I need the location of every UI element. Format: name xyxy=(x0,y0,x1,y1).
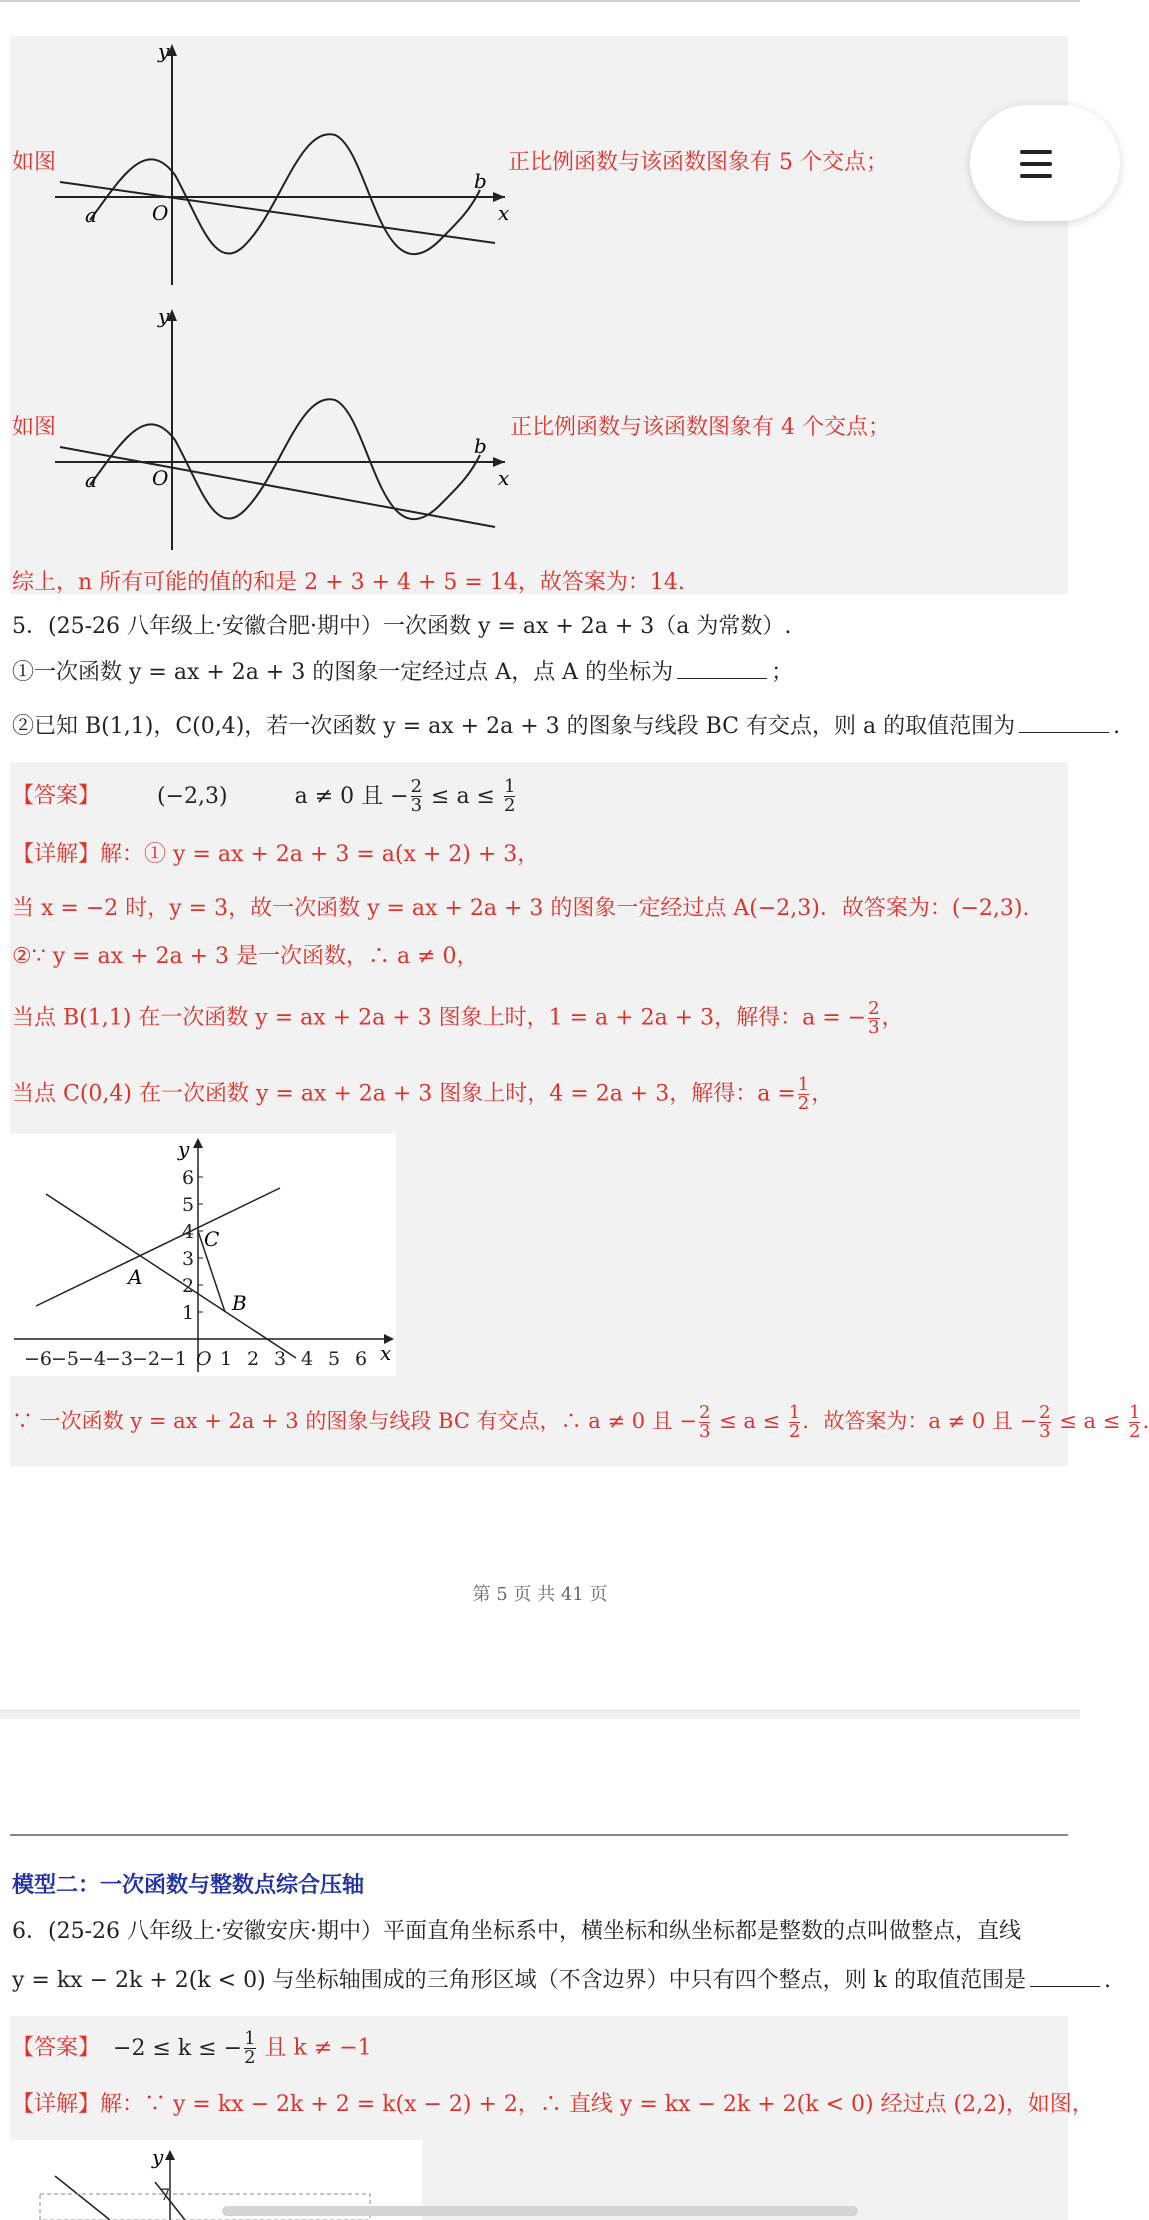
frac-num: 2 xyxy=(410,776,423,797)
graph3-label-A: A xyxy=(128,1265,143,1289)
graph3-y-tick: 4 xyxy=(182,1221,195,1243)
graph3-x-tick: 5 xyxy=(328,1348,341,1370)
q6-answer-post: 且 k ≠ −1 xyxy=(257,2035,372,2061)
q6-blank xyxy=(1030,1986,1100,1987)
q5-conclusion-mid3: ≤ a ≤ xyxy=(1052,1409,1128,1433)
q5-conclusion-mid1: ≤ a ≤ xyxy=(712,1409,787,1433)
q5-part1-blank xyxy=(677,678,767,679)
summary-line: 综上，n 所有可能的值的和是 2 + 3 + 4 + 5 = 14，故答案为：14. xyxy=(12,570,685,595)
graph3-label-C: C xyxy=(204,1227,220,1251)
figure1-a-label: a xyxy=(85,203,97,227)
graph3-x-tick: −3 xyxy=(105,1348,134,1370)
q5-detail-line5-frac xyxy=(798,1076,809,1113)
q5-part2-blank xyxy=(1019,732,1109,733)
q5-conclusion-frac1 xyxy=(699,1404,710,1441)
q5-detail-line5 xyxy=(12,1076,833,1113)
frac-num: 2 xyxy=(699,1402,711,1423)
q5-answer2-pre: a ≠ 0 且 − xyxy=(294,783,409,809)
page-footer: 第 5 页 共 41 页 xyxy=(472,1584,608,1605)
q5-detail-line4-end: ， xyxy=(881,1005,904,1031)
graph3-y-label: y xyxy=(178,1137,190,1161)
figure1-y-label: y xyxy=(158,39,170,63)
graph3-label-B: B xyxy=(232,1291,247,1315)
frac-num: 1 xyxy=(797,1074,810,1095)
frac-den: 2 xyxy=(788,1421,801,1442)
frac-den: 3 xyxy=(699,1421,711,1442)
figure2-graph xyxy=(50,305,520,555)
q5-detail-line5-end: ， xyxy=(811,1081,834,1107)
q5-conclusion-mid2: ．故答案为：a ≠ 0 且 − xyxy=(802,1409,1038,1433)
q6-detail xyxy=(12,2090,1094,2120)
q6-line2 xyxy=(12,1966,1111,1996)
q5-conclusion-frac2 xyxy=(789,1404,800,1441)
q6-answer-pre: −2 ≤ k ≤ − xyxy=(113,2035,243,2061)
frac-num: 2 xyxy=(1039,1402,1051,1423)
q5-answer-row xyxy=(12,778,517,815)
q5-part2 xyxy=(12,712,1120,742)
q5-detail-line4-pre: 当点 B(1,1) 在一次函数 y = ax + 2a + 3 图象上时，1 = a + 2a + 3，解得：a = − xyxy=(12,1005,867,1031)
graph4-y-label: y xyxy=(152,2145,164,2169)
frac-den: 2 xyxy=(797,1093,810,1114)
graph3-x-tick: −5 xyxy=(51,1348,80,1370)
graph4-tick-7: 7 xyxy=(160,2185,171,2204)
figure2-a-label: a xyxy=(85,468,97,492)
q5-part1-end: ； xyxy=(771,660,794,685)
graph3-x-label: x xyxy=(380,1341,392,1365)
graph3-x-tick: 1 xyxy=(220,1348,233,1370)
q5-part2-end: . xyxy=(1113,714,1121,739)
q5-answer1: (−2,3) xyxy=(157,783,228,809)
graph3-y-tick: 1 xyxy=(182,1302,195,1324)
figure2-left-label: 如图 xyxy=(12,415,57,440)
graph3-x-tick: 4 xyxy=(301,1348,314,1370)
graph3-x-tick: 6 xyxy=(355,1348,368,1370)
q5-stem: 5．(25-26 八年级上·安徽合肥·期中）一次函数 y = ax + 2a + 3（a 为常数）. xyxy=(12,614,792,639)
frac-den: 3 xyxy=(868,1017,880,1038)
frac-den: 2 xyxy=(504,795,516,816)
section-divider xyxy=(10,1834,1068,1836)
q6-detail-text: 解：∵ y = kx − 2k + 2 = k(x − 2) + 2，∴ 直线 y = kx − 2k + 2(k < 0) 经过点 (2,2)，如图， xyxy=(100,2092,1094,2117)
q5-detail-line2: 当 x = −2 时，y = 3，故一次函数 y = ax + 2a + 3 的图象一定经过点 A(−2,3)．故答案为：(−2,3). xyxy=(12,896,1030,921)
model2-title: 模型二：一次函数与整数点综合压轴 xyxy=(12,1872,365,1898)
graph3-x-tick: 2 xyxy=(247,1348,260,1370)
q5-detail-line5-pre: 当点 C(0,4) 在一次函数 y = ax + 2a + 3 图象上时，4 = 2a + 3，解得：a = xyxy=(12,1081,796,1107)
menu-button[interactable] xyxy=(970,105,1120,221)
frac-den: 2 xyxy=(244,2047,256,2068)
q5-conclusion-frac3 xyxy=(1039,1404,1050,1441)
q5-part1 xyxy=(12,658,793,688)
frac-den: 3 xyxy=(1039,1421,1051,1442)
q6-line2-end: . xyxy=(1103,1968,1111,1993)
figure1-b-label: b xyxy=(474,169,487,193)
q5-answer-tag: 【答案】 xyxy=(12,783,101,809)
figure2-y-label: y xyxy=(158,304,170,328)
graph3-y-tick: 3 xyxy=(182,1248,195,1270)
frac-num: 1 xyxy=(788,1402,801,1423)
q5-answer2-frac1 xyxy=(411,778,422,815)
frac-den: 3 xyxy=(410,795,423,816)
q5-conclusion xyxy=(12,1404,1149,1441)
graph3-x-tick: −2 xyxy=(132,1348,161,1370)
frac-den: 2 xyxy=(1129,1421,1141,1442)
q5-detail-line4-frac xyxy=(868,1000,879,1037)
q5-part2-text: ②已知 B(1,1)，C(0,4)，若一次函数 y = ax + 2a + 3 的图象与线段 BC 有交点，则 a 的取值范围为 xyxy=(12,714,1016,739)
q5-conclusion-frac4 xyxy=(1129,1404,1140,1441)
q6-line1: 6．(25-26 八年级上·安徽安庆·期中）平面直角坐标系中，横坐标和纵坐标都是整数的点叫做整点，直线 xyxy=(12,1919,1021,1944)
horizontal-scrollbar[interactable] xyxy=(222,2206,858,2216)
q5-answer2 xyxy=(294,776,518,816)
figure1-graph xyxy=(50,40,520,290)
q6-detail-tag: 【详解】 xyxy=(12,2092,101,2117)
figure1-left-label: 如图 xyxy=(12,150,57,175)
q6-answer-tag: 【答案】 xyxy=(12,2035,101,2061)
page-break xyxy=(0,1710,1080,1719)
figure2-b-label: b xyxy=(474,434,487,458)
figure2-o-label: O xyxy=(152,466,169,490)
q5-part1-text: ①一次函数 y = ax + 2a + 3 的图象一定经过点 A，点 A 的坐标为 xyxy=(12,660,674,685)
figure1-o-label: O xyxy=(152,201,169,225)
q5-answer2-frac2 xyxy=(504,778,515,815)
graph3-x-tick: O xyxy=(196,1348,212,1370)
frac-num: 1 xyxy=(244,2028,256,2049)
frac-num: 2 xyxy=(868,998,880,1019)
q5-detail-tag: 【详解】 xyxy=(12,842,101,867)
figure1-x-label: x xyxy=(498,201,510,225)
graph3-x-tick: −1 xyxy=(159,1348,188,1370)
frac-num: 1 xyxy=(504,776,516,797)
q6-answer-frac xyxy=(244,2030,255,2067)
figure2-right-text: 正比例函数与该函数图象有 4 个交点； xyxy=(510,415,890,440)
q5-conclusion-pre: ∵ 一次函数 y = ax + 2a + 3 的图象与线段 BC 有交点，∴ a ≠ 0 且 − xyxy=(12,1409,698,1433)
graph3-y-tick: 6 xyxy=(182,1167,195,1189)
graph3-y-tick: 5 xyxy=(182,1194,195,1216)
q6-line2-text: y = kx − 2k + 2(k < 0) 与坐标轴围成的三角形区域（不含边界）中只有四个整点，则 k 的取值范围是 xyxy=(12,1968,1026,1993)
page-top-border xyxy=(0,0,1080,2)
q5-detail-line1 xyxy=(12,840,539,870)
q5-conclusion-end: . xyxy=(1142,1409,1149,1433)
graph3-y-tick: 2 xyxy=(182,1275,195,1297)
frac-num: 1 xyxy=(1129,1402,1141,1423)
hamburger-icon xyxy=(1020,150,1052,186)
figure1-right-text: 正比例函数与该函数图象有 5 个交点； xyxy=(508,150,888,175)
graph3-x-tick: −4 xyxy=(78,1348,107,1370)
q5-detail-line4 xyxy=(12,1000,904,1037)
q5-detail-line1-text: 解：① y = ax + 2a + 3 = a(x + 2) + 3， xyxy=(100,842,540,867)
q6-answer-row xyxy=(12,2030,372,2067)
q5-answer2-mid: ≤ a ≤ xyxy=(424,783,502,809)
q5-detail-line3: ②∵ y = ax + 2a + 3 是一次函数，∴ a ≠ 0， xyxy=(12,944,479,969)
graph3-coordinate-plot xyxy=(10,1134,396,1376)
graph3-x-tick: −6 xyxy=(24,1348,53,1370)
figure2-x-label: x xyxy=(498,466,510,490)
graph3-x-tick: 3 xyxy=(274,1348,287,1370)
